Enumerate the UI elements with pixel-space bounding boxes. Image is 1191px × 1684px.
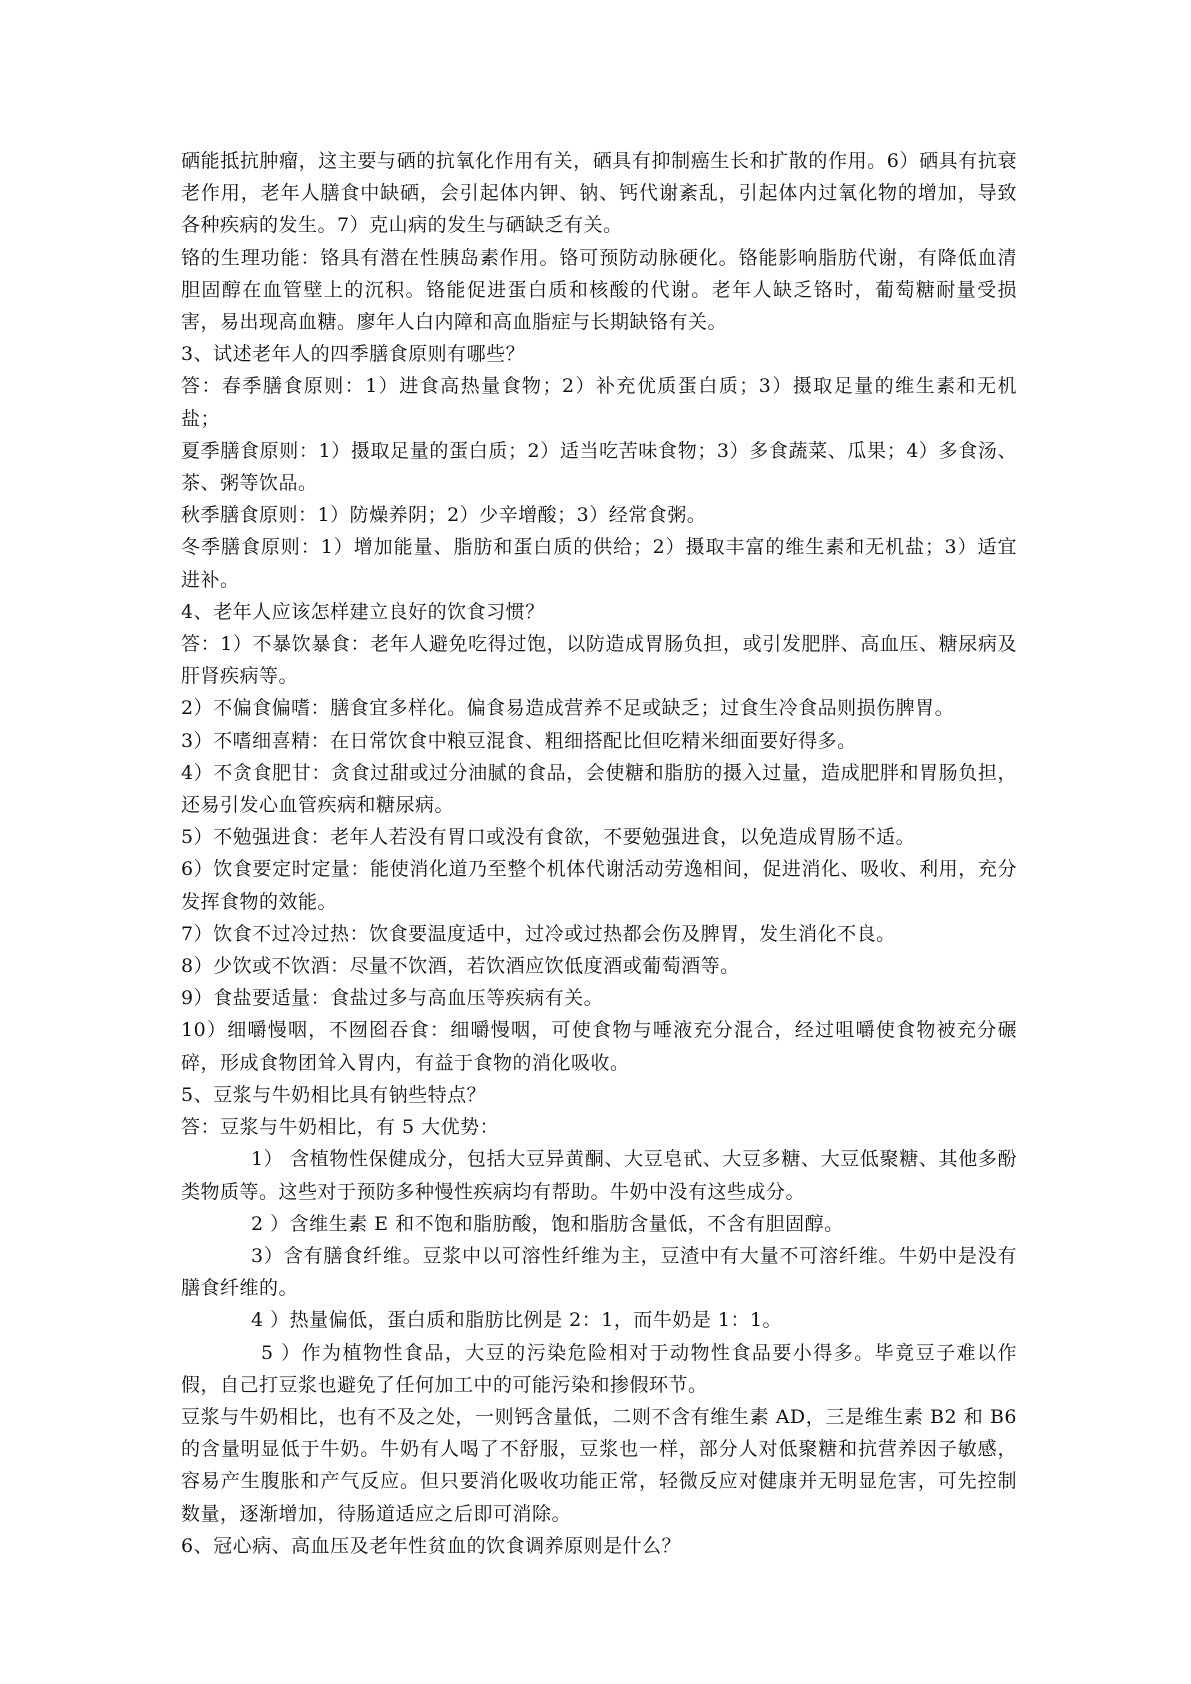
paragraph-soymilk-shortcomings: 豆浆与牛奶相比，也有不及之处，一则钙含量低，二则不含有维生素 AD，三是维生素 B2 和 B6 的含量明显低于牛奶。牛奶有人喝了不舒服，豆浆也一样，部分人对低聚糖和抗营养因子敏感，容易产生腹胀和产气反应。但只要消化吸收功能正常，轻微反应对健康并无明显危害，可先控制数量，逐渐增加，待肠道适应之后即可消除。 [181, 1405, 1017, 1525]
advantage-item-3: 3）含有膳食纤维。豆浆中以可溶性纤维为主，豆渣中有大量不可溶纤维。牛奶中是没有膳食纤维的。 [181, 1244, 1017, 1300]
paragraph-chromium-function: 铬的生理功能：铬具有潜在性胰岛素作用。铬可预防动脉硬化。铬能影响脂肪代谢，有降低血清胆固醇在血管壁上的沉积。铬能促进蛋白质和核酸的代谢。老年人缺乏铬时，葡萄糖耐量受损害，易出现高血糖。廖年人白内障和高血脂症与长期缺铬有关。 [181, 246, 1017, 334]
habit-item-1: 答：1）不暴饮暴食：老年人避免吃得过饱，以防造成胃肠负担，或引发肥胖、高血压、糖尿病及肝肾疾病等。 [181, 633, 1017, 688]
habit-item-10: 10）细嚼慢咽，不囫囵吞食：细嚼慢咽，可使食物与唾液充分混合，经过咀嚼使食物被充分碾碎，形成食物团耸入胃内，有益于食物的消化吸收。 [181, 1019, 1017, 1074]
advantage-item-4: 4 ）热量偏低，蛋白质和脂肪比例是 2：1，而牛奶是 1：1。 [251, 1309, 783, 1332]
habit-item-8: 8）少饮或不饮酒：尽量不饮酒，若饮酒应饮低度酒或葡萄酒等。 [181, 955, 740, 978]
paragraph-selenium-continued: 硒能抵抗肿瘤，这主要与硒的抗氧化作用有关，硒具有抑制癌生长和扩散的作用。6）硒具有抗衰老作用，老年人膳食中缺硒，会引起体内钾、钠、钙代谢紊乱，引起体内过氧化物的增加，导致各种疾病的发生。7）克山病的发生与硒缺乏有关。 [181, 150, 1017, 237]
question-6-heading: 6、冠心病、高血压及老年性贫血的饮食调养原则是什么？ [181, 1534, 682, 1557]
question-4-heading: 4、老年人应该怎样建立良好的饮食习惯？ [181, 600, 545, 623]
habit-item-5: 5）不勉强进食：老年人若没有胃口或没有食欲，不要勉强进食，以免造成胃肠不适。 [181, 826, 916, 849]
answer-autumn-diet: 秋季膳食原则：1）防燥养阴；2）少辛增酸；3）经常食粥。 [181, 504, 707, 527]
habit-item-7: 7）饮食不过冷过热：饮食要温度适中，过冷或过热都会伤及脾胃，发生消化不良。 [181, 922, 896, 945]
document-body [181, 145, 1017, 1562]
answer-winter-diet: 冬季膳食原则：1）增加能量、脂肪和蛋白质的供给；2）摄取丰富的维生素和无机盐；3）适宜进补。 [181, 536, 1017, 591]
habit-item-6: 6）饮食要定时定量：能使消化道乃至整个机体代谢活动劳逸相间，促进消化、吸收、利用，充分发挥食物的效能。 [181, 858, 1017, 913]
habit-item-3: 3）不嗜细喜精：在日常饮食中粮豆混食、粗细搭配比但吃精米细面要好得多。 [181, 729, 857, 752]
answer-5-intro: 答：豆浆与牛奶相比，有 5 大优势： [181, 1116, 500, 1139]
question-5-heading: 5、豆浆与牛奶相比具有钠些特点？ [181, 1083, 487, 1106]
advantage-item-5: 5 ）作为植物性食品，大豆的污染危险相对于动物性食品要小得多。毕竟豆子难以作假，自己打豆浆也避免了任何加工中的可能污染和掺假环节。 [181, 1341, 1017, 1396]
answer-spring-diet: 答：春季膳食原则：1）进食高热量食物；2）补充优质蛋白质；3）摄取足量的维生素和无机盐； [181, 375, 1017, 430]
habit-item-9: 9）食盐要适量：食盐过多与高血压等疾病有关。 [181, 987, 604, 1010]
question-3-heading: 3、试述老年人的四季膳食原则有哪些？ [181, 343, 526, 366]
answer-summer-diet: 夏季膳食原则：1）摄取足量的蛋白质；2）适当吃苦味食物；3）多食蔬菜、瓜果；4）多食汤、茶、粥等饮品。 [181, 439, 1017, 495]
habit-item-4: 4）不贪食肥甘：贪食过甜或过分油腻的食品，会使糖和脂肪的摄入过量，造成肥胖和胃肠负担，还易引发心血管疾病和糖尿病。 [181, 761, 1017, 817]
advantage-item-1: 1） 含植物性保健成分，包括大豆异黄酮、大豆皂甙、大豆多糖、大豆低聚糖、其他多酚类物质等。这些对于预防多种慢性疾病均有帮助。牛奶中没有这些成分。 [181, 1148, 1017, 1203]
advantage-item-2: 2 ）含维生素 E 和不饱和脂肪酸，饱和脂肪含量低，不含有胆固醇。 [251, 1212, 844, 1235]
habit-item-2: 2）不偏食偏嗜：膳食宜多样化。偏食易造成营养不足或缺乏；过食生冷食品则损伤脾胃。 [181, 697, 955, 720]
